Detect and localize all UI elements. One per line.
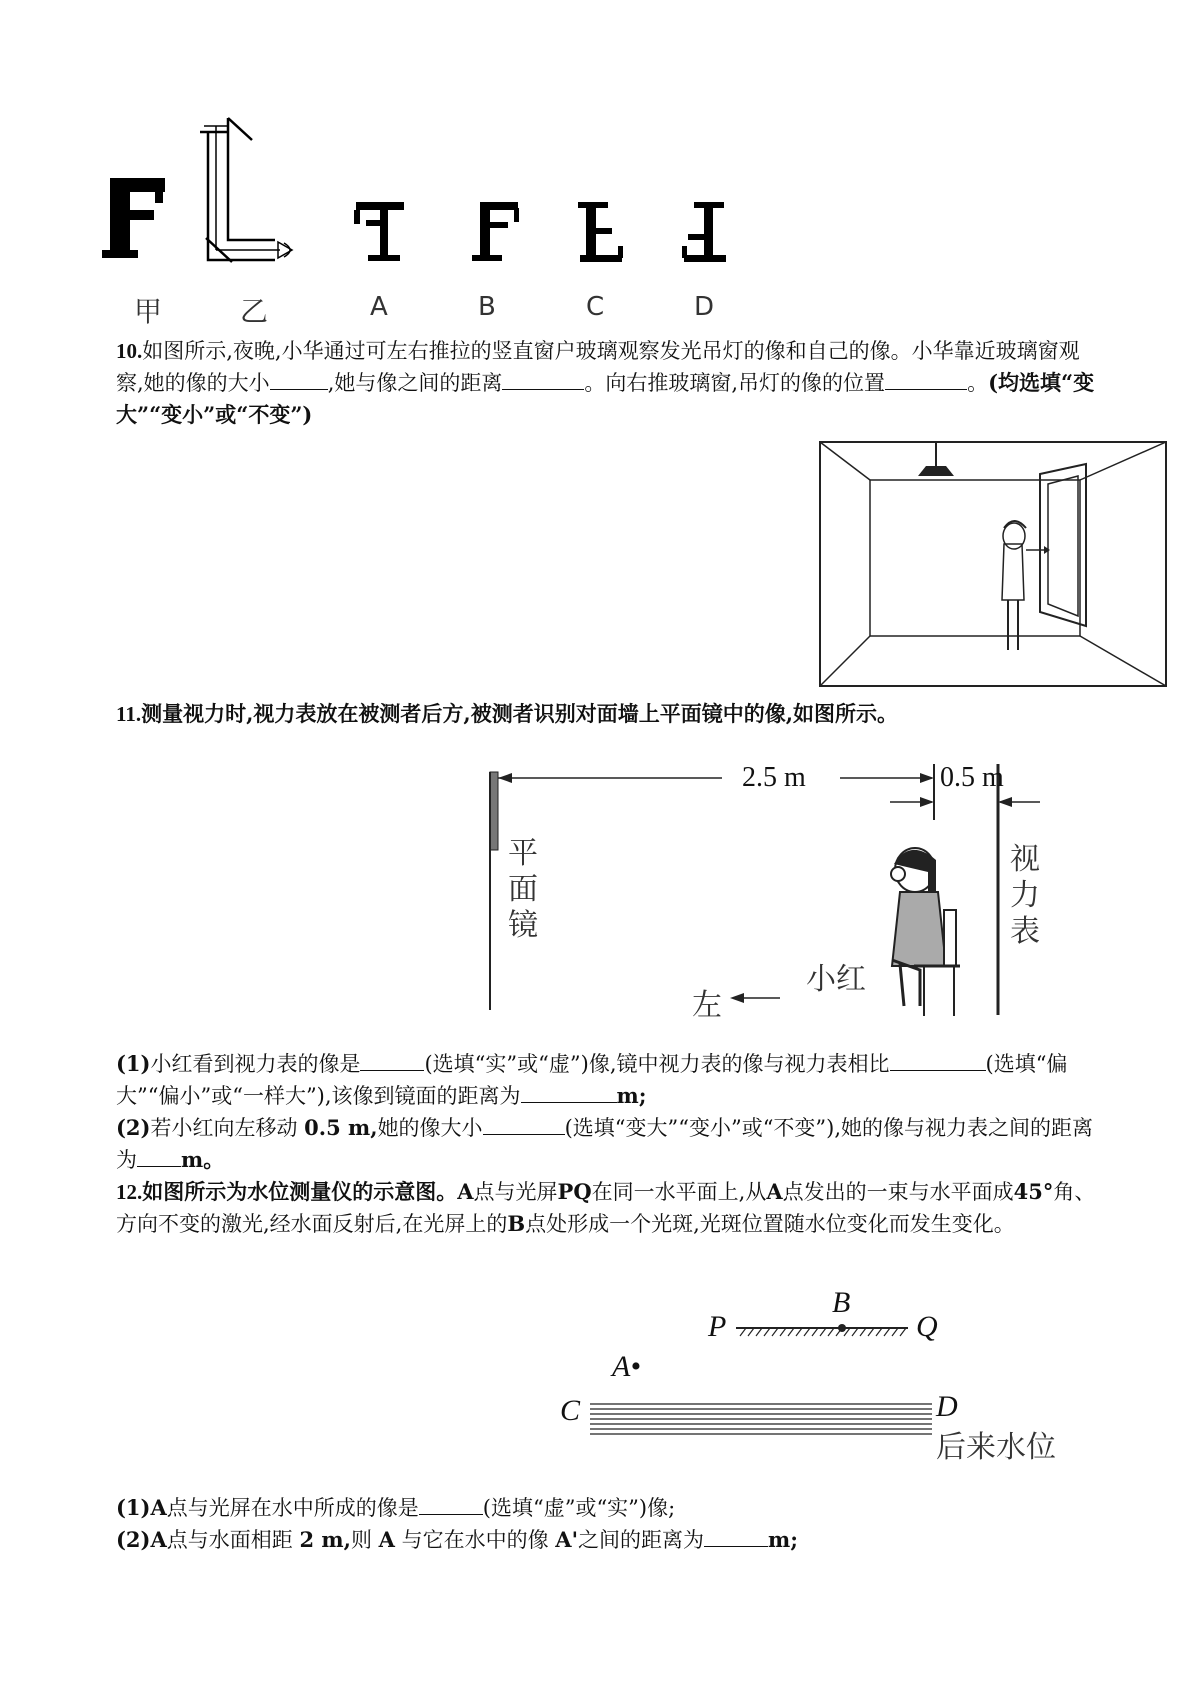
question-12 <box>116 1176 1101 1240</box>
water-level-label: 后来水位 <box>936 1430 1056 1465</box>
label-b: B <box>478 292 496 322</box>
mirror-label-2: 面 <box>508 872 538 907</box>
answer-blank[interactable] <box>890 1050 986 1071</box>
question-text: 则 <box>350 1528 372 1552</box>
chart-label-3: 表 <box>1010 914 1040 949</box>
option-b-letter <box>472 202 519 261</box>
label-c: C <box>586 292 605 322</box>
part-number: (1) <box>116 1051 151 1076</box>
figure-yi-periscope <box>200 118 292 262</box>
question-text: 小红看到视力表的像是 <box>150 1052 361 1076</box>
question-text: (选填“虚”或“实”)像; <box>482 1496 676 1520</box>
point-label: A <box>378 1527 395 1552</box>
distance-mirror-to-chart: 2.5 m <box>742 762 806 793</box>
question-text: 如图所示为水位测量仪的示意图。 <box>142 1179 458 1204</box>
label-p: P <box>708 1310 727 1343</box>
figure-jia-letter-f <box>102 178 165 258</box>
eye-chart-diagram <box>480 760 1080 1030</box>
part-number: (1)A <box>116 1495 167 1520</box>
answer-blank[interactable] <box>704 1526 768 1547</box>
option-c-letter <box>578 202 623 262</box>
point-label: A <box>457 1179 474 1204</box>
letter-figure <box>100 110 800 320</box>
question-number: 12. <box>116 1180 143 1204</box>
unit-text: m; <box>616 1083 647 1108</box>
question-text: (选填“变大”“变小”或“不变”),她的像与视力表之间的距离为 <box>116 1116 1094 1172</box>
answer-blank[interactable] <box>502 369 584 390</box>
mirror-label-1: 平 <box>508 836 538 871</box>
question-12-part-1 <box>116 1492 1101 1524</box>
label-c: C <box>560 1394 581 1427</box>
question-text: (选填“偏大”“偏小”或“一样大”),该像到镜面的距离为 <box>116 1052 1068 1108</box>
question-text: 点与光屏 <box>473 1180 558 1204</box>
label-jia: 甲 <box>134 295 163 328</box>
answer-blank[interactable] <box>360 1050 424 1071</box>
question-text: 。向右推玻璃窗,吊灯的像的位置 <box>584 371 886 395</box>
option-a-letter <box>354 202 404 261</box>
point-label: B <box>507 1211 526 1236</box>
unit-text: m; <box>768 1527 799 1552</box>
answer-blank[interactable] <box>270 369 328 390</box>
question-text: 她的像大小 <box>377 1116 483 1140</box>
question-text: 与它在水中的像 <box>401 1528 549 1552</box>
question-text: 角、方向不变的激光,经水面反射后,在光屏上的 <box>116 1180 1096 1236</box>
question-text: 如图所示,夜晚,小华通过可左右推拉的竖直窗户玻璃观察发光吊灯的像和自己的像。小华靠近玻璃窗观察,她的像的大小 <box>116 339 1080 395</box>
question-number: 11. <box>116 702 142 726</box>
answer-blank[interactable] <box>419 1494 483 1515</box>
question-text: 点发出的一束与水平面成 <box>782 1180 1014 1204</box>
chart-label-2: 力 <box>1010 878 1040 913</box>
question-11-part-1 <box>116 1048 1101 1112</box>
part-number: (2)A <box>116 1527 167 1552</box>
label-yi: 乙 <box>240 295 269 328</box>
unit-text: m。 <box>181 1147 225 1172</box>
chart-label-1: 视 <box>1010 842 1040 877</box>
water-level-figure <box>560 1286 1100 1465</box>
question-note: (均选填“变大”“变小”或“不变”) <box>116 370 1095 427</box>
question-text: (选填“实”或“虚”)像,镜中视力表的像与视力表相比 <box>424 1052 890 1076</box>
question-text: 若小红向左移动 <box>150 1116 298 1140</box>
question-text: 点处形成一个光斑,光斑位置随水位变化而发生变化。 <box>525 1212 1015 1236</box>
question-10 <box>116 335 1101 431</box>
label-d: D <box>694 292 715 322</box>
question-11-intro <box>116 698 1101 730</box>
label-d: D <box>936 1390 958 1423</box>
distance-person-to-chart: 0.5 m <box>940 762 1004 793</box>
screen-label: PQ <box>557 1179 592 1204</box>
answer-blank[interactable] <box>521 1082 617 1103</box>
question-11-part-2 <box>116 1112 1101 1176</box>
label-q: Q <box>916 1310 938 1343</box>
eye-chart-figure <box>480 760 1080 1030</box>
question-number: 10. <box>116 339 143 363</box>
option-d-letter <box>682 202 726 262</box>
question-text: 点与水面相距 <box>166 1528 293 1552</box>
room-figure <box>818 440 1168 690</box>
answer-blank[interactable] <box>885 369 967 390</box>
question-text: 。 <box>967 371 989 395</box>
angle-value: 45° <box>1013 1179 1054 1204</box>
question-text: ,她与像之间的距离 <box>327 371 503 395</box>
question-text: 测量视力时,视力表放在被测者后方,被测者识别对面墙上平面镜中的像,如图所示。 <box>141 701 899 726</box>
label-a: A <box>370 292 388 322</box>
person-label: 小红 <box>806 962 866 997</box>
mirror-label-3: 镜 <box>508 908 538 943</box>
label-a: A• <box>612 1350 641 1383</box>
answer-blank[interactable] <box>483 1114 565 1135</box>
answer-blank[interactable] <box>137 1146 181 1167</box>
distance-value: 2 m, <box>299 1527 351 1552</box>
part-number: (2) <box>116 1115 151 1140</box>
question-12-part-2 <box>116 1524 1101 1556</box>
point-label: A' <box>555 1527 579 1552</box>
point-label: A <box>766 1179 783 1204</box>
question-text: 点与光屏在水中所成的像是 <box>166 1496 419 1520</box>
distance-value: 0.5 m, <box>304 1115 378 1140</box>
question-text: 之间的距离为 <box>578 1528 705 1552</box>
label-b: B <box>832 1286 851 1319</box>
question-text: 在同一水平面上,从 <box>591 1180 767 1204</box>
left-direction-label: 左 <box>692 988 722 1023</box>
